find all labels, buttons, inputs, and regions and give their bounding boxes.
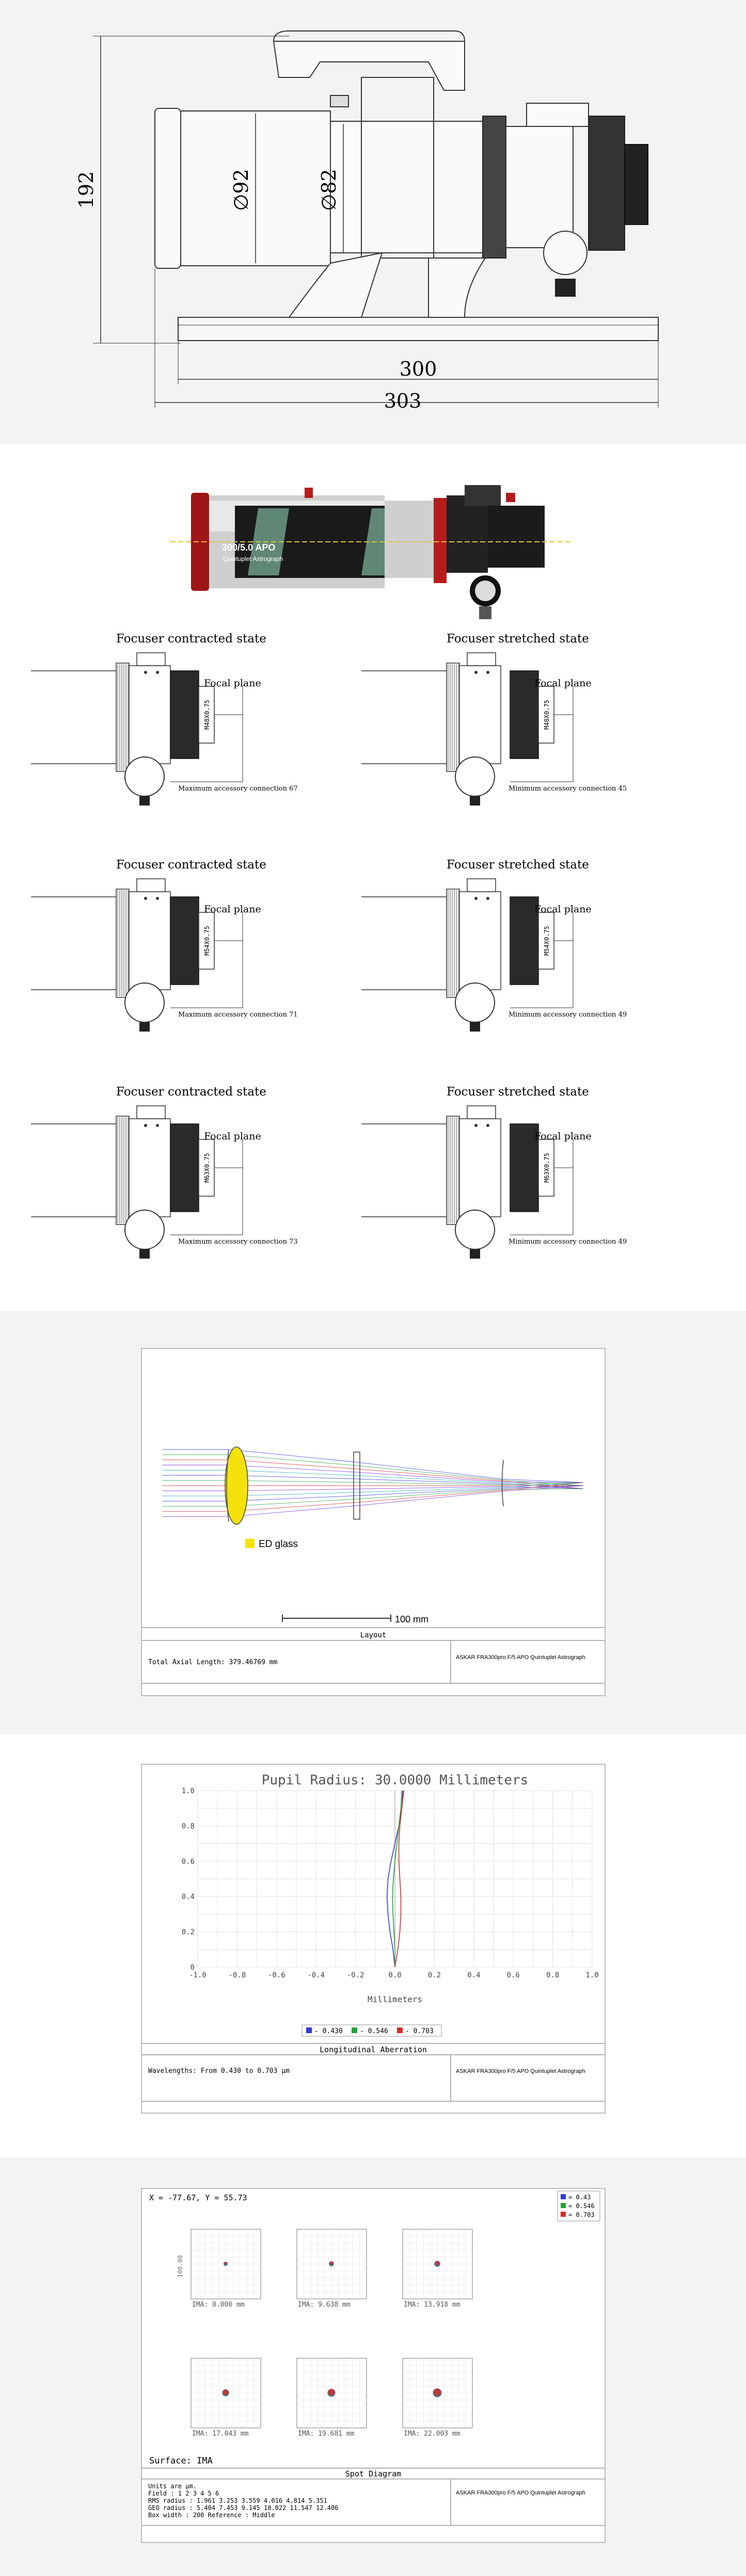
thread-spec-label: M63X0.75 — [543, 1153, 550, 1183]
spot-field — [403, 2229, 472, 2309]
layout-panel — [141, 1348, 606, 1696]
spot-red — [328, 2389, 335, 2395]
spot-product-name: ASKAR FRA300pro F/5 APO Quintuplet Astrograph — [456, 2490, 585, 2496]
y-tick-label: 0.2 — [181, 1928, 195, 1937]
focuser-state-title: Focuser contracted state — [116, 858, 266, 872]
spot-legend-swatch — [561, 2212, 566, 2217]
y-tick-label: 0 — [190, 1963, 195, 1972]
aberration-title: Pupil Radius: 30.0000 Millimeters — [261, 1773, 529, 1788]
dimension-drawing-section — [0, 0, 746, 444]
field-label: IMA: 17.043 mm — [192, 2430, 249, 2438]
focal-plane-label: Focal plane — [534, 1131, 592, 1142]
focal-plane-label: Focal plane — [534, 904, 592, 915]
field-label: IMA: 0.000 mm — [192, 2301, 245, 2309]
spot-diagram — [142, 2189, 605, 2542]
focal-plane-label: Focal plane — [534, 678, 592, 689]
spot-red — [223, 2390, 228, 2395]
ed-glass-legend-swatch — [245, 1539, 255, 1548]
spot-panel — [141, 2188, 606, 2543]
dimension-drawing — [0, 0, 746, 444]
x-tick-label: -0.4 — [307, 1971, 325, 1979]
spot-table-line: RMS radius : 1.961 3.253 3.559 4.016 4.814 5.351 — [148, 2497, 327, 2504]
x-axis-label: Millimeters — [368, 1994, 422, 2004]
spot-legend-swatch — [561, 2203, 566, 2208]
focuser-state-title: Focuser stretched state — [447, 858, 589, 872]
focuser-states-section — [0, 444, 746, 1311]
field-label: IMA: 19.681 mm — [298, 2430, 355, 2438]
thread-spec-label: M48X0.75 — [543, 700, 550, 730]
x-tick-label: 0.0 — [388, 1971, 402, 1979]
telescope-label-line2: Quintuplet Astrograph — [223, 555, 283, 562]
legend-swatch — [306, 2027, 312, 2033]
spot-red — [435, 2261, 440, 2266]
accessory-connection-note: Minimum accessory connection 49 — [509, 1238, 627, 1246]
spot-scale-label: 100.00 — [177, 2255, 184, 2278]
layout-drawing — [142, 1349, 605, 1695]
field-label: IMA: 13.918 mm — [404, 2301, 461, 2309]
aberration-product-name: ASKAR FRA300pro F/5 APO Quintuplet Astrograph — [456, 2068, 585, 2074]
focuser-state-title: Focuser stretched state — [447, 1085, 589, 1099]
spot-table-line: GEO radius : 5.404 7.453 9.145 10.022 11.547 12.406 — [148, 2504, 339, 2511]
focal-plane-label: Focal plane — [204, 678, 261, 689]
accessory-connection-note: Maximum accessory connection 71 — [178, 1011, 298, 1019]
spot-field — [297, 2229, 367, 2309]
telescope-render — [170, 485, 573, 619]
y-tick-label: 0.8 — [181, 1822, 195, 1831]
x-tick-label: 0.6 — [506, 1971, 520, 1979]
focuser-row — [31, 858, 627, 1032]
spot-diagram-section — [0, 2157, 746, 2576]
spot-legend-entry: = 0.43 — [568, 2194, 591, 2201]
legend-entry: - 0.546 — [360, 2027, 388, 2035]
thread-spec-label: M54X0.75 — [543, 926, 550, 956]
y-tick-label: 0.6 — [181, 1857, 195, 1866]
aberration-caption: Longitudinal Aberration — [320, 2045, 427, 2054]
spot-readout: X = -77.67, Y = 55.73 — [149, 2193, 247, 2202]
x-tick-label: 1.0 — [585, 1971, 599, 1979]
focal-plane-label: Focal plane — [204, 1131, 261, 1142]
aberration-chart — [142, 1765, 605, 2113]
spot-field — [297, 2358, 367, 2438]
x-tick-label: 0.2 — [427, 1971, 441, 1979]
surface-label: Surface: IMA — [149, 2456, 213, 2466]
legend-entry: - 0.703 — [405, 2027, 434, 2035]
telescope-label-line1: 300/5.0 APO — [222, 542, 276, 553]
length-303-label: 303 — [384, 390, 422, 412]
spot-field — [191, 2358, 261, 2438]
spot-legend-swatch — [561, 2194, 566, 2199]
field-label: IMA: 22.003 mm — [404, 2430, 461, 2438]
accessory-connection-note: Maximum accessory connection 67 — [178, 785, 298, 793]
spot-red — [434, 2389, 441, 2396]
spot-red — [330, 2262, 334, 2265]
thread-spec-label: M54X0.75 — [203, 926, 211, 956]
spot-table-line: Units are µm. — [148, 2483, 197, 2490]
spot-table-line: Field : 1 2 3 4 5 6 — [148, 2490, 219, 2497]
accessory-connection-note: Minimum accessory connection 49 — [509, 1011, 627, 1019]
x-tick-label: -0.6 — [267, 1971, 285, 1979]
layout-caption: Layout — [360, 1631, 387, 1639]
x-tick-label: -1.0 — [189, 1971, 207, 1979]
legend-swatch — [352, 2027, 357, 2033]
ed-glass-legend: ED glass — [259, 1539, 298, 1550]
y-tick-label: 0.4 — [181, 1893, 195, 1902]
spot-caption: Spot Diagram — [345, 2469, 402, 2478]
outer-diameter-label: ∅92 — [230, 169, 252, 211]
focuser-state-title: Focuser stretched state — [447, 632, 589, 646]
spot-table-line: Box width : 200 Reference : Middle — [148, 2511, 275, 2519]
scale-bar-label: 100 mm — [395, 1614, 429, 1624]
length-300-label: 300 — [399, 358, 437, 380]
focuser-state-title: Focuser contracted state — [116, 632, 266, 646]
spot-legend-entry: = 0.703 — [568, 2211, 595, 2218]
aberration-section — [0, 1734, 746, 2157]
focuser-state-title: Focuser contracted state — [116, 1085, 266, 1099]
x-tick-label: 0.8 — [546, 1971, 560, 1979]
spot-field — [403, 2358, 472, 2438]
focuser-row — [31, 1085, 627, 1259]
spot-red — [225, 2262, 227, 2265]
focal-plane-label: Focal plane — [204, 904, 261, 915]
accessory-connection-note: Minimum accessory connection 45 — [509, 785, 627, 793]
height-dimension-label: 192 — [75, 171, 98, 209]
inner-diameter-label: ∅82 — [318, 169, 340, 211]
legend-swatch — [397, 2027, 403, 2033]
spot-field — [191, 2229, 261, 2309]
field-label: IMA: 9.638 mm — [298, 2301, 351, 2309]
layout-product-name: ASKAR FRA300pro F/5 APO Quintuplet Astrograph — [456, 1654, 585, 1661]
thread-spec-label: M63X0.75 — [203, 1153, 211, 1183]
total-axial-length: Total Axial Length: 379.46769 mm — [148, 1659, 278, 1666]
aberration-panel — [141, 1764, 606, 2114]
ed-glass-lens — [225, 1447, 248, 1524]
legend-entry: - 0.430 — [314, 2027, 343, 2035]
y-tick-label: 1.0 — [181, 1787, 195, 1795]
x-tick-label: -0.8 — [228, 1971, 246, 1979]
focuser-states-drawing — [0, 444, 746, 1311]
accessory-connection-note: Maximum accessory connection 73 — [178, 1238, 298, 1246]
focuser-row — [31, 632, 627, 806]
spot-legend-entry: = 0.546 — [568, 2202, 595, 2210]
x-tick-label: -0.2 — [346, 1971, 364, 1979]
x-tick-label: 0.4 — [467, 1971, 481, 1979]
thread-spec-label: M48X0.75 — [203, 700, 211, 730]
wavelength-range: Wavelengths: From 0.430 to 0.703 µm — [148, 2067, 290, 2075]
optical-layout-section — [0, 1311, 746, 1734]
